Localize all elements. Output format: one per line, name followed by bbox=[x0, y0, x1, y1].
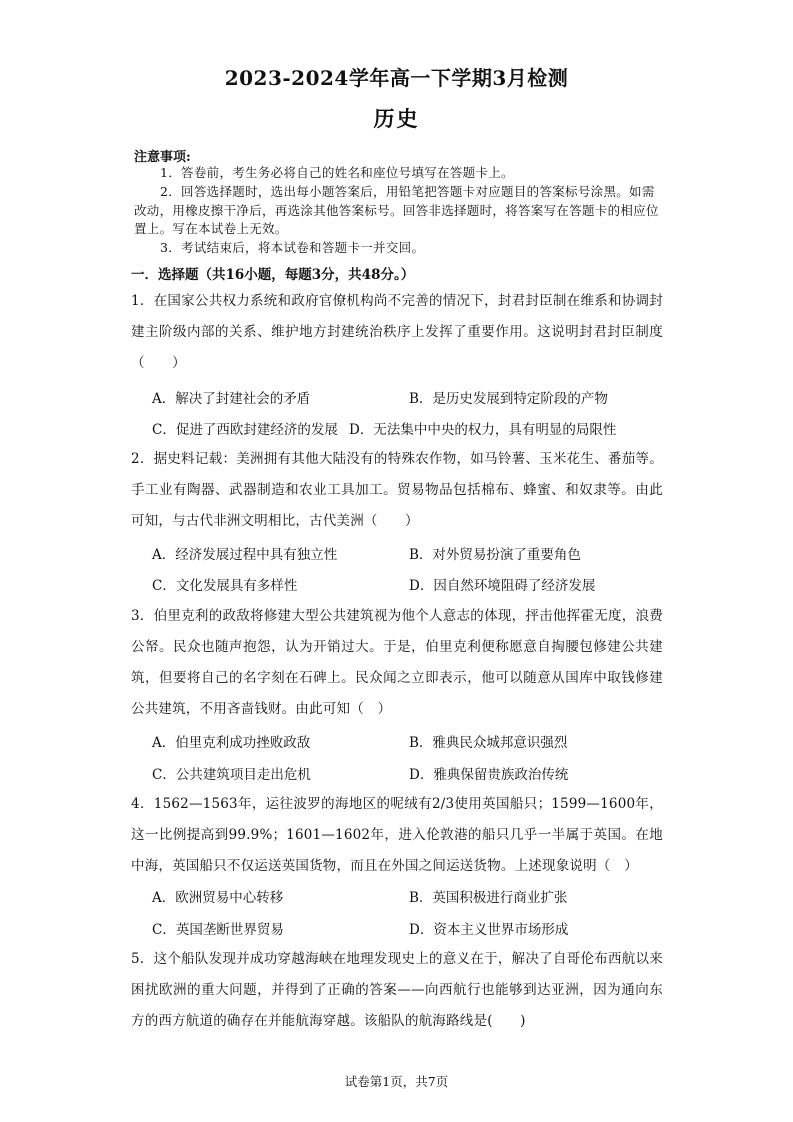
option-b: B．对外贸易扮演了重要角色 bbox=[409, 547, 581, 563]
notice-item: 3．考试结束后，将本试卷和答题卡一并交回。 bbox=[160, 240, 425, 255]
option-d: D．资本主义世界市场形成 bbox=[409, 922, 569, 938]
question-stem: 4．1562—1563年，运往波罗的海地区的呢绒有2/3使用英国船只；1599—1600年，这一比例提高到99.9%；1601—1602年，进入伦敦港的船只几乎一半属于英国。在地中海，英国船只不仅运送英国货物，而且在外国之间运送货物。上述现象说明（ ） bbox=[131, 796, 663, 874]
question-stem: 2．据史料记载：美洲拥有其他大陆没有的特殊农作物，如马铃薯、玉米花生、番茄等。手工业有陶器、武器制造和农业工具加工。贸易物品包括棉布、蜂蜜、和奴隶等。由此可知，与古代非洲文明相比，古代美洲（ ） bbox=[131, 451, 663, 529]
notice-heading: 注意事项: bbox=[134, 150, 191, 165]
section-heading: 一．选择题（共16小题，每题3分，共48分。） bbox=[131, 267, 415, 283]
notice-item: 2．回答选择题时，选出每小题答案后，用铅笔把答题卡对应题目的答案标号涂黑。如需改动，用橡皮擦干净后，再选涂其他答案标号。回答非选择题时，将答案写在答题卡的相应位置上。写在本试卷上无效。 bbox=[134, 184, 659, 236]
option-d: D．无法集中中央的权力，具有明显的局限性 bbox=[349, 422, 617, 438]
question-stem: 1．在国家公共权力系统和政府官僚机构尚不完善的情况下，封君封臣制在维系和协调封建主阶级内部的关系、维护地方封建统治秩序上发挥了重要作用。这说明封君封臣制度（ ） bbox=[131, 293, 663, 371]
subject-title: 历史 bbox=[373, 106, 420, 131]
option-c: C．促进了西欧封建经济的发展 bbox=[152, 422, 338, 438]
option-c: C．文化发展具有多样性 bbox=[152, 578, 298, 594]
option-b: B．是历史发展到特定阶段的产物 bbox=[409, 391, 608, 407]
option-a: A．欧洲贸易中心转移 bbox=[152, 890, 284, 906]
question-stem: 5．这个船队发现并成功穿越海峡在地理发现史上的意义在于，解决了自哥伦布西航以来困扰欧洲的重大问题，并得到了正确的答案——向西航行也能够到达亚洲，因为通向东方的西方航道的确存在并能航海穿越。该船队的航海路线是( ) bbox=[131, 951, 663, 1029]
option-d: D．雅典保留贵族政治传统 bbox=[409, 767, 569, 783]
option-a: A．伯里克利成功挫败政敌 bbox=[152, 735, 311, 751]
option-c: C．公共建筑项目走出危机 bbox=[152, 767, 311, 783]
option-a: A．经济发展过程中具有独立性 bbox=[152, 547, 338, 563]
notice-item: 1．答卷前，考生务必将自己的姓名和座位号填写在答题卡上。 bbox=[160, 165, 514, 180]
option-a: A．解决了封建社会的矛盾 bbox=[152, 391, 311, 407]
option-c: C．英国垄断世界贸易 bbox=[152, 922, 284, 938]
page-footer: 试卷第1页，共7页 bbox=[344, 1074, 449, 1089]
exam-title: 2023-2024学年高一下学期3月检测 bbox=[224, 66, 569, 90]
option-b: B．雅典民众城邦意识强烈 bbox=[409, 735, 568, 751]
option-d: D．因自然环境阻碍了经济发展 bbox=[409, 578, 596, 594]
option-b: B．英国积极进行商业扩张 bbox=[409, 890, 568, 906]
question-stem: 3．伯里克利的政敌将修建大型公共建筑视为他个人意志的体现，抨击他挥霍无度，浪费公帑。民众也随声抱怨，认为开销过大。于是，伯里克利便称愿意自掏腰包修建公共建筑，但要将自己的名字刻在石碑上。民众闻之立即表示，他可以随意从国库中取钱修建公共建筑，不用吝啬钱财。由此可知（ ） bbox=[131, 608, 663, 717]
